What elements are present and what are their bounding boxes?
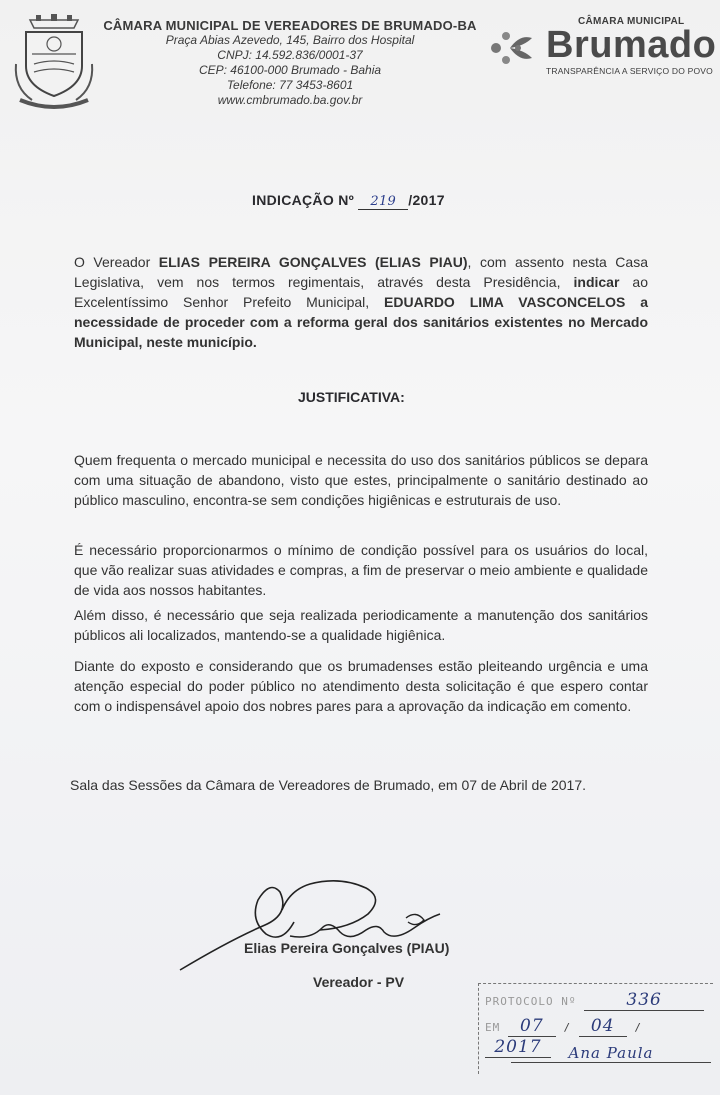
intro-text-b: , com assento nesta Casa Legislativa, vem nos termos regimentais, através desta Presidência,: [74, 254, 648, 290]
municipal-crest-icon: [12, 14, 96, 112]
justificativa-paragraph-2: É necessário proporcionarmos o mínimo de condição possível para os usuários do local, que vão realizar suas atividades e compras, a fim de preservar o meio ambiente e qualidade de vida aos nossos habitantes.: [74, 542, 648, 598]
justificativa-heading: JUSTIFICATIVA:: [298, 389, 405, 405]
closing-line: Sala das Sessões da Câmara de Vereadores de Brumado, em 07 de Abril de 2017.: [70, 777, 586, 793]
stamp-protocolo-row: [485, 990, 704, 1011]
justificativa-paragraph-1: Quem frequenta o mercado municipal e necessita do uso dos sanitários públicos se depara com uma situação de abandono, visto que estes, principalmente o sanitário destinado ao público masculino, encontra-se sem condições higiênicas e estruturais de uso.: [74, 452, 648, 508]
camara-logo: [486, 14, 718, 80]
letterhead-cep: CEP: 46100-000 Brumado - Bahia: [198, 63, 382, 77]
prefeito-name: EDUARDO LIMA VASCONCELOS: [384, 294, 626, 310]
stamp-year: 2017: [485, 1037, 551, 1058]
intro-text-a: O Vereador: [74, 254, 159, 270]
handwritten-signature-icon: [170, 870, 470, 980]
letterhead: [100, 18, 480, 108]
stamp-day: 07: [508, 1016, 556, 1037]
letterhead-address: Praça Abias Azevedo, 145, Bairro dos Hospital: [165, 33, 415, 47]
intro-paragraph: [74, 252, 648, 352]
stamp-date-row: EM 07 / 04 / 2017: [485, 1016, 642, 1057]
indicacao-title: [252, 192, 445, 210]
vereador-name: ELIAS PEREIRA GONÇALVES (ELIAS PIAU): [158, 254, 468, 270]
intro-verb: indicar: [573, 274, 620, 290]
justificativa-paragraph-3: Além disso, é necessário que seja realizada periodicamente a manutenção dos sanitários públicos ali localizados, mantendo-se a qualidade higiênica.: [74, 607, 648, 643]
stamp-signature: Ana Paula: [511, 1044, 711, 1063]
letterhead-phone: Telefone: 77 3453-8601: [226, 78, 354, 92]
signatory-name: Elias Pereira Gonçalves (PIAU): [244, 940, 450, 956]
letterhead-cnpj: CNPJ: 14.592.836/0001-37: [217, 48, 363, 62]
intro-object: a necessidade de proceder com a reforma geral dos sanitários existentes no Mercado Municipal, neste município.: [74, 294, 649, 350]
stamp-protocolo-number: 336: [584, 990, 704, 1011]
stamp-em-label: EM: [485, 1021, 501, 1034]
stamp-month: 04: [579, 1016, 627, 1037]
intro-text-d: [625, 294, 640, 310]
stamp-signature-row: [485, 1044, 711, 1063]
logo-tagline: TRANSPARÊNCIA A SERVIÇO DO POVO: [546, 66, 713, 76]
signatory-role: Vereador - PV: [313, 974, 405, 990]
letterhead-title: CÂMARA MUNICIPAL DE VEREADORES DE BRUMADO-BA: [103, 18, 477, 33]
intro-text-c: ao Excelentíssimo Senhor Prefeito Municipal,: [74, 274, 649, 310]
indicacao-number: 219: [358, 194, 408, 210]
logo-name: Brumado: [546, 24, 717, 66]
stamp-protocolo-label: PROTOCOLO Nº: [485, 995, 577, 1008]
indicacao-prefix: INDICAÇÃO Nº: [252, 192, 355, 208]
logo-small-text: CÂMARA MUNICIPAL: [578, 16, 685, 27]
letterhead-website: www.cmbrumado.ba.gov.br: [217, 93, 363, 107]
protocol-stamp: [478, 983, 713, 1074]
indicacao-year: /2017: [408, 192, 445, 208]
logo-dots-icon: [486, 24, 544, 72]
justificativa-paragraph-4: Diante do exposto e considerando que os brumadenses estão pleiteando urgência e uma atenção especial do poder público no atendimento desta solicitação é que espero contar com o indispensável apoio dos nobres pares para a aprovação da indicação em comento.: [74, 658, 648, 714]
